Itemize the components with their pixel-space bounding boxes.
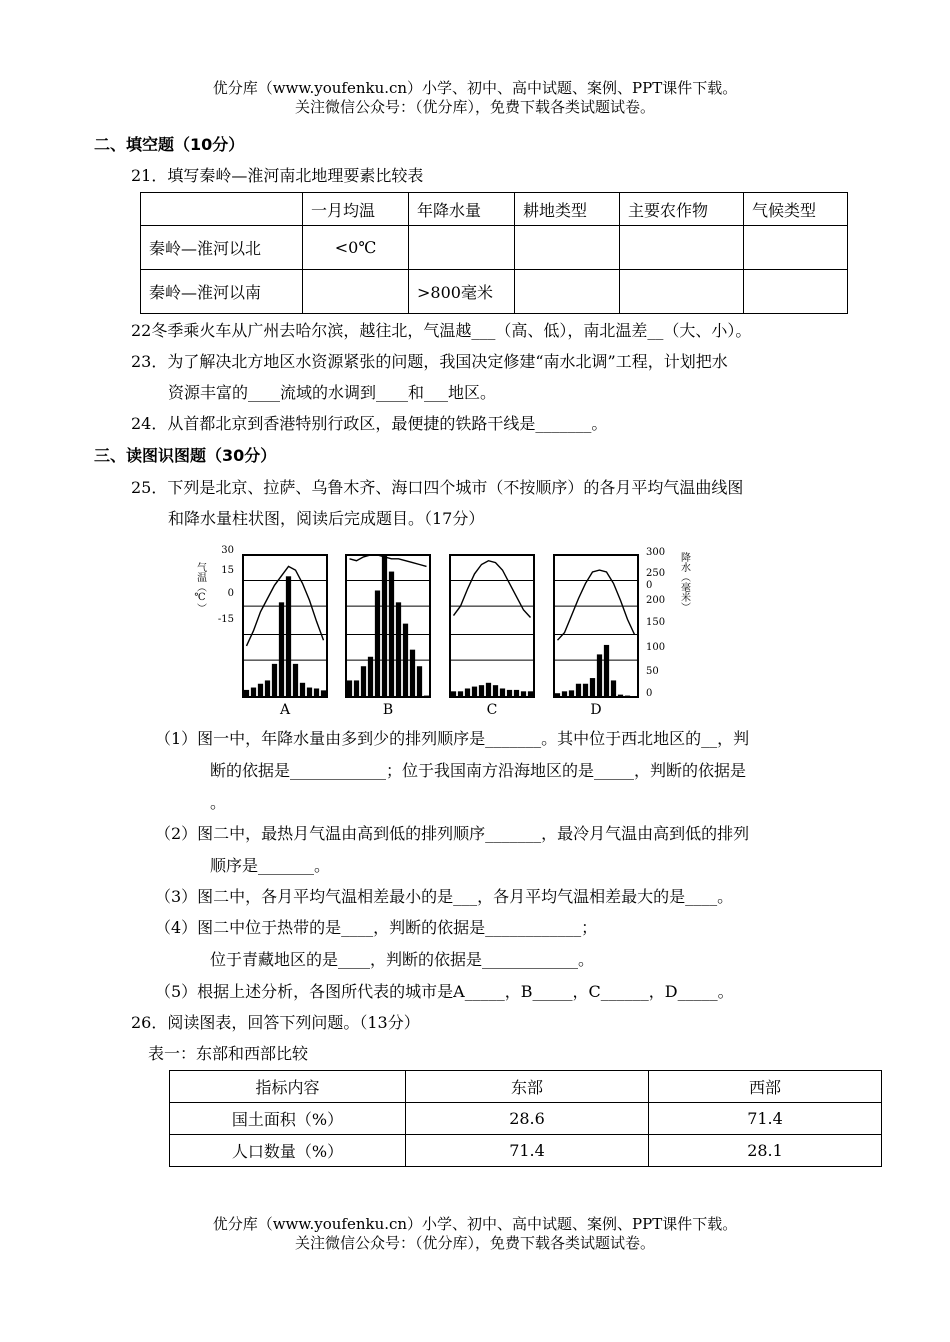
question-25-line-1: 25．下列是北京、拉萨、乌鲁木齐、海口四个城市（不按顺序）的各月平均气温曲线图: [131, 478, 744, 497]
precipitation-bar: [611, 680, 616, 697]
header-line-1: 优分库（www.youfenku.cn）小学、初中、高中试题、案例、PPT课件下载。: [212, 79, 738, 97]
precipitation-bar: [300, 683, 305, 697]
table-cell: 国土面积（%）: [170, 1103, 406, 1135]
panel-label: A: [279, 702, 291, 718]
question-25-line-2: 和降水量柱状图，阅读后完成题目。（17分）: [168, 509, 485, 528]
precipitation-bar: [265, 680, 270, 697]
sub-question-1-line-3: 。: [210, 793, 227, 812]
table-cell: 28.6: [406, 1103, 649, 1135]
precipitation-bar: [314, 688, 319, 697]
question-26: 26．阅读图表，回答下列问题。（13分）: [131, 1013, 420, 1032]
table-row: [170, 1103, 882, 1135]
precipitation-bar: [625, 696, 630, 697]
precipitation-bar: [618, 695, 623, 697]
precipitation-bar: [347, 680, 352, 697]
table-cell: 28.1: [649, 1135, 882, 1167]
temperature-line: [454, 561, 531, 618]
panel-frame: [450, 555, 534, 697]
precipitation-bar: [451, 691, 456, 697]
table-cell: [744, 226, 848, 270]
sub-question-3: （3）图二中，各月平均气温相差最小的是___，各月平均气温相差最大的是____。: [155, 887, 734, 906]
table-cell: 71.4: [649, 1103, 882, 1135]
sub-question-5: （5）根据上述分析，各图所代表的城市是A_____，B_____，C______，D_____。: [155, 982, 734, 1001]
question-23-line-1: 23．为了解决北方地区水资源紧张的问题，我国决定修建“南水北调”工程，计划把水: [131, 352, 728, 371]
precipitation-bar: [321, 690, 326, 697]
climate-chart: [188, 540, 708, 725]
precipitation-bar: [410, 650, 415, 697]
precipitation-bar: [293, 664, 298, 697]
panel-label: D: [590, 702, 602, 718]
table-cell: 西部: [649, 1071, 882, 1103]
precipitation-bar: [382, 555, 387, 697]
right-axis-tick-label: 0: [646, 688, 653, 699]
precipitation-bar: [396, 602, 401, 697]
question-24: 24．从首都北京到香港特别行政区，最便捷的铁路干线是_______。: [131, 414, 608, 433]
temperature-line: [350, 555, 427, 566]
precipitation-bar: [514, 690, 519, 697]
right-axis-tick-label: 250: [646, 568, 666, 579]
precipitation-bar: [458, 691, 463, 697]
table-cell: 人口数量（%）: [170, 1135, 406, 1167]
table-cell: [303, 270, 409, 314]
section-2-title: 二、填空题（10分）: [94, 135, 245, 154]
table-cell: 东部: [406, 1071, 649, 1103]
right-axis-tick-label: 150: [646, 617, 666, 628]
precipitation-bar: [307, 688, 312, 697]
precipitation-bar: [521, 691, 526, 697]
table-cell: [620, 270, 744, 314]
chart-panel-a: [243, 555, 327, 718]
right-axis-tick-label: 0: [646, 580, 653, 591]
precipitation-bar: [417, 666, 422, 697]
chart-panels: [243, 555, 638, 718]
table-cell: [409, 226, 515, 270]
precipitation-bar: [465, 688, 470, 697]
table-cell: [744, 270, 848, 314]
precipitation-bar: [286, 576, 291, 697]
east-west-table: [169, 1070, 882, 1167]
right-axis-label: 降水（毫米）: [678, 552, 690, 612]
precipitation-bar: [361, 666, 366, 697]
precipitation-bar: [251, 688, 256, 697]
table-cell: [515, 270, 620, 314]
precipitation-bar: [493, 685, 498, 697]
precipitation-bar: [528, 691, 533, 697]
right-axis-tick-label: 50: [646, 666, 659, 677]
chart-panel-b: [346, 555, 430, 718]
precipitation-bar: [590, 678, 595, 697]
precipitation-bar: [258, 684, 263, 697]
precipitation-bar: [424, 696, 429, 697]
precipitation-bar: [555, 693, 560, 697]
left-axis-label: 气温（℃）: [194, 562, 206, 613]
precipitation-bar: [486, 683, 491, 697]
left-axis-tick-label: -15: [217, 614, 234, 625]
precipitation-bar: [403, 624, 408, 697]
table-cell: 秦岭—淮河以北: [141, 226, 303, 270]
table-cell: 指标内容: [170, 1071, 406, 1103]
table-cell: 年降水量: [409, 193, 515, 226]
table-header-row: [170, 1071, 882, 1103]
precipitation-bar: [244, 690, 249, 697]
table-cell: [515, 226, 620, 270]
precipitation-bar: [272, 664, 277, 697]
table-row: [141, 270, 848, 314]
left-axis-tick-label: 0: [227, 588, 234, 599]
table-header-row: [141, 193, 848, 226]
table-1-caption: 表一：东部和西部比较: [148, 1044, 309, 1063]
sub-question-2-line-2: 顺序是_______。: [210, 856, 331, 875]
question-23-line-2: 资源丰富的____流域的水调到____和___地区。: [168, 383, 497, 402]
table-cell: <0℃: [303, 226, 409, 270]
precipitation-bar: [632, 696, 637, 697]
table-cell: 71.4: [406, 1135, 649, 1167]
table-cell: [620, 226, 744, 270]
precipitation-bar: [472, 687, 477, 697]
table-cell: 耕地类型: [515, 193, 620, 226]
chart-panel-d: [554, 555, 638, 718]
precipitation-bar: [507, 690, 512, 697]
precipitation-bar: [562, 691, 567, 697]
table-row: [141, 226, 848, 270]
footer-line-1: 优分库（www.youfenku.cn）小学、初中、高中试题、案例、PPT课件下载。: [212, 1215, 738, 1233]
header-line-2: 关注微信公众号：（优分库），免费下载各类试题试卷。: [294, 98, 655, 116]
section-3-title: 三、读图识图题（30分）: [94, 446, 277, 465]
footer-line-2: 关注微信公众号：（优分库），免费下载各类试题试卷。: [294, 1234, 655, 1252]
table-cell: [141, 193, 303, 226]
sub-question-4-line-2: 位于青藏地区的是____，判断的依据是____________。: [210, 950, 595, 969]
precipitation-bar: [279, 602, 284, 697]
table-cell: 气候类型: [744, 193, 848, 226]
left-axis-tick-label: 30: [221, 545, 234, 556]
sub-question-1-line-1: （1）图一中，年降水量由多到少的排列顺序是_______。其中位于西北地区的__，判: [155, 729, 750, 748]
table-row: [170, 1135, 882, 1167]
precipitation-bar: [375, 591, 380, 698]
precipitation-bar: [583, 684, 588, 697]
precipitation-bar: [569, 690, 574, 697]
sub-question-2-line-1: （2）图二中，最热月气温由高到低的排列顺序_______，最冷月气温由高到低的排列: [155, 824, 750, 843]
sub-question-1-line-2: 断的依据是____________；位于我国南方沿海地区的是_____，判断的依据是: [210, 761, 747, 780]
table-cell: 一月均温: [303, 193, 409, 226]
chart-axes: [194, 545, 690, 699]
precipitation-bar: [368, 657, 373, 697]
table-cell: 主要农作物: [620, 193, 744, 226]
right-axis-tick-label: 200: [646, 595, 666, 606]
right-axis-tick-label: 300: [646, 547, 666, 558]
table-cell: >800毫米: [409, 270, 515, 314]
table-cell: 秦岭—淮河以南: [141, 270, 303, 314]
right-axis-tick-label: 100: [646, 642, 666, 653]
panel-label: B: [382, 702, 394, 718]
precipitation-bar: [576, 684, 581, 697]
precipitation-bar: [500, 688, 505, 697]
precipitation-bar: [479, 685, 484, 697]
question-21: 21．填写秦岭—淮河南北地理要素比较表: [131, 166, 424, 185]
panel-label: C: [486, 702, 498, 718]
chart-panel-c: [450, 555, 534, 718]
precipitation-bar: [597, 654, 602, 697]
question-22: 22冬季乘火车从广州去哈尔滨，越往北，气温越___（高、低），南北温差__（大、小）。: [131, 321, 752, 340]
precipitation-bar: [389, 572, 394, 697]
precipitation-bar: [604, 645, 609, 697]
comparison-table: [140, 192, 848, 314]
sub-question-4-line-1: （4）图二中位于热带的是____，判断的依据是____________；: [155, 918, 598, 937]
left-axis-tick-label: 15: [221, 565, 234, 576]
precipitation-bar: [354, 680, 359, 697]
